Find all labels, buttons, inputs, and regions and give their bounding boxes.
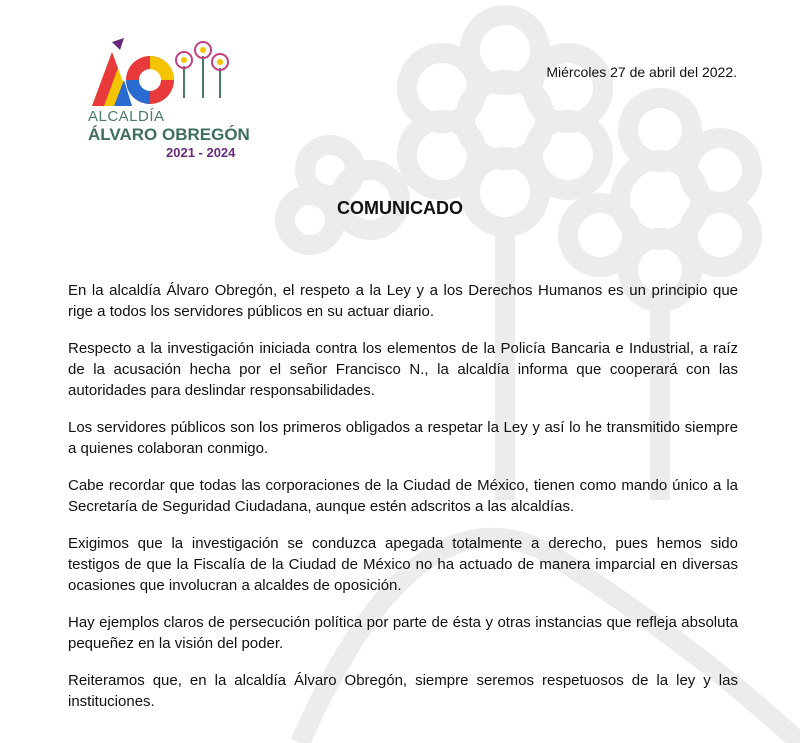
- paragraph: Exigimos que la investigación se conduzca apegada totalmente a derecho, pues hemos sido testigos de que la Fiscalía de la Ciudad de México no ha actuado de manera imparcial en diversas ocasiones que involucran a alcaldes de oposición.: [68, 535, 738, 594]
- logo-line-name: ÁLVARO OBREGÓN: [88, 125, 250, 144]
- logo-line-period: 2021 - 2024: [166, 145, 236, 160]
- paragraph: Respecto a la investigación iniciada contra los elementos de la Policía Bancaria e Industrial, a raíz de la acusación hecha por el señor Francisco N., la alcaldía informa que cooperará con las autoridades para deslindar responsabilidades.: [68, 340, 738, 399]
- paragraph: Reiteramos que, en la alcaldía Álvaro Obregón, siempre seremos respetuosos de la ley y las instituciones.: [68, 672, 738, 710]
- paragraph: En la alcaldía Álvaro Obregón, el respeto a la Ley y a los Derechos Humanos es un principio que rige a todos los servidores públicos en su actuar diario.: [68, 282, 738, 320]
- paragraph: Cabe recordar que todas las corporaciones de la Ciudad de México, tienen como mando único a la Secretaría de Seguridad Ciudadana, aunque estén adscritos a las alcaldías.: [68, 477, 738, 515]
- document-body: [68, 280, 738, 728]
- paragraph: Hay ejemplos claros de persecución política por parte de ésta y otras instancias que refleja absoluta pequeñez en la visión del poder.: [68, 614, 738, 652]
- logo-text: [88, 108, 250, 161]
- logo-line-alcaldia: ALCALDÍA: [88, 108, 165, 125]
- document-title: COMUNICADO: [337, 198, 463, 218]
- document-date: Miércoles 27 de abril del 2022.: [546, 64, 737, 80]
- paragraph: Los servidores públicos son los primeros obligados a respetar la Ley y así lo he transmitido siempre a quienes colaboran conmigo.: [68, 419, 738, 457]
